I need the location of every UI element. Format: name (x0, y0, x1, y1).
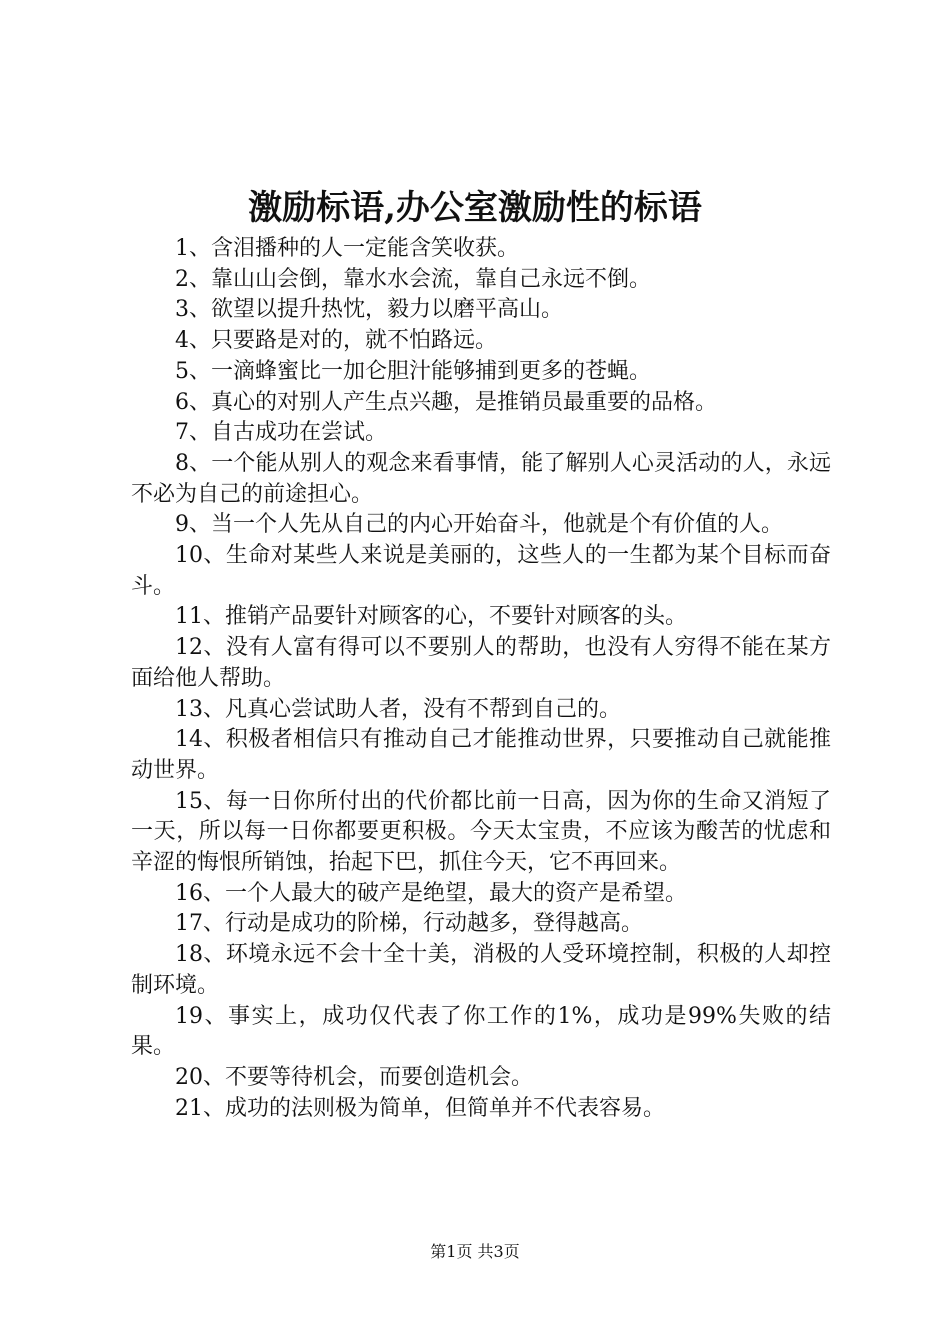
list-item: 2、靠山山会倒，靠水水会流，靠自己永远不倒。 (175, 266, 651, 292)
list-item: 18、环境永远不会十全十美，消极的人受环境控制，积极的人却控制环境。 (131, 942, 831, 998)
list-item: 9、当一个人先从自己的内心开始奋斗，他就是个有价值的人。 (175, 512, 783, 538)
list-item: 1、含泪播种的人一定能含笑收获。 (175, 236, 519, 261)
page-title: 激励标语,办公室激励性的标语 (248, 188, 702, 228)
list-item: 7、自古成功在尝试。 (175, 420, 387, 446)
list-item: 20、不要等待机会，而要创造机会。 (175, 1064, 533, 1090)
list-item: 12、没有人富有得可以不要别人的帮助，也没有人穷得不能在某方面给他人帮助。 (131, 635, 831, 691)
list-item: 16、一个人最大的破产是绝望，最大的资产是希望。 (175, 880, 687, 906)
list-item: 17、行动是成功的阶梯，行动越多，登得越高。 (175, 911, 643, 937)
list-item: 4、只要路是对的，就不怕路远。 (175, 328, 497, 354)
list-item: 8、一个能从别人的观念来看事情，能了解别人心灵活动的人，永远不必为自己的前途担心。 (131, 450, 831, 507)
list-item: 10、生命对某些人来说是美丽的，这些人的一生都为某个目标而奋斗。 (131, 543, 831, 599)
list-item: 19、事实上，成功仅代表了你工作的1%，成功是99%失败的结果。 (131, 1003, 831, 1060)
list-item: 11、推销产品要针对顾客的心，不要针对顾客的头。 (175, 604, 687, 630)
list-item: 13、凡真心尝试助人者，没有不帮到自己的。 (175, 696, 621, 722)
list-item: 15、每一日你所付出的代价都比前一日高，因为你的生命又消短了一天，所以每一日你都要更积极。今天太宝贵，不应该为酸苦的忧虑和辛涩的悔恨所销蚀，抬起下巴，抓住今天，它不再回来。 (131, 788, 831, 876)
list-item: 5、一滴蜂蜜比一加仑胆汁能够捕到更多的苍蝇。 (175, 358, 651, 384)
list-item: 14、积极者相信只有推动自己才能推动世界，只要推动自己就能推动世界。 (131, 727, 831, 783)
list-item: 21、成功的法则极为简单，但简单并不代表容易。 (175, 1095, 665, 1121)
list-item: 6、真心的对别人产生点兴趣，是推销员最重要的品格。 (175, 389, 717, 415)
list-item: 3、欲望以提升热忱，毅力以磨平高山。 (175, 297, 563, 323)
slogan-list (131, 234, 831, 1124)
page-footer: 第1页 共3页 (430, 1242, 520, 1261)
